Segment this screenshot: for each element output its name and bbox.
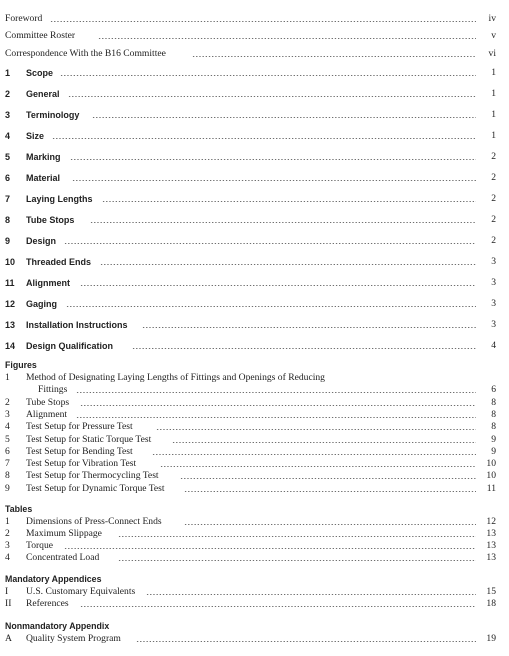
leader-dots — [118, 536, 476, 537]
table-title: Concentrated Load — [26, 552, 100, 563]
appendix-number: A — [5, 633, 12, 644]
leader-dots — [90, 222, 476, 223]
section-number: 14 — [5, 341, 16, 351]
section-title: Laying Lengths — [26, 194, 93, 204]
section-number: 10 — [5, 257, 16, 267]
table-title: Torque — [26, 540, 54, 551]
toc-figure-3[interactable] — [0, 409, 509, 421]
section-page: 4 — [491, 340, 496, 351]
figure-title: Test Setup for Static Torque Test — [26, 434, 152, 445]
appendix-number: I — [5, 586, 9, 597]
section-number: 4 — [5, 131, 11, 141]
mandatory-appendices-heading: Mandatory Appendices — [5, 574, 102, 584]
toc-section-6[interactable] — [0, 172, 509, 184]
toc-section-3[interactable] — [0, 109, 509, 121]
toc-figure-2[interactable] — [0, 397, 509, 409]
leader-dots — [156, 429, 476, 430]
section-page: 2 — [491, 151, 496, 162]
figure-number: 4 — [5, 421, 10, 432]
figure-number: 3 — [5, 409, 10, 420]
leader-dots — [72, 180, 476, 181]
figure-number: 8 — [5, 470, 10, 481]
section-page: 3 — [491, 298, 496, 309]
figure-title: Test Setup for Dynamic Torque Test — [26, 483, 165, 494]
section-number: 12 — [5, 299, 16, 309]
toc-figure-1-continued[interactable] — [0, 384, 509, 396]
toc-section-11[interactable] — [0, 277, 509, 289]
leader-dots — [118, 560, 476, 561]
section-title: Design — [26, 236, 57, 246]
leader-dots — [52, 138, 476, 139]
toc-section-13[interactable] — [0, 319, 509, 331]
section-page: 2 — [491, 193, 496, 204]
tables-heading: Tables — [5, 504, 33, 514]
section-page: 2 — [491, 214, 496, 225]
appendix-page: 18 — [486, 598, 496, 609]
toc-section-10[interactable] — [0, 256, 509, 268]
leader-dots — [70, 159, 476, 160]
section-page: 1 — [491, 88, 496, 99]
figure-page: 9 — [491, 446, 496, 457]
toc-table-1[interactable] — [0, 516, 509, 528]
figure-title-line2: Fittings — [38, 384, 68, 395]
toc-section-14[interactable] — [0, 340, 509, 352]
section-number: 11 — [5, 278, 15, 288]
section-number: 2 — [5, 89, 11, 99]
section-title: Marking — [26, 152, 61, 162]
figure-title: Test Setup for Vibration Test — [26, 458, 137, 469]
table-number: 3 — [5, 540, 10, 551]
section-page: 1 — [491, 130, 496, 141]
toc-entry-foreword[interactable] — [0, 13, 509, 25]
section-number: 7 — [5, 194, 11, 204]
leader-dots — [102, 201, 476, 202]
section-number: 9 — [5, 236, 11, 246]
figure-number: 1 — [5, 372, 10, 383]
appendix-title: Quality System Program — [26, 633, 121, 644]
toc-entry-title: Committee Roster — [5, 30, 76, 41]
section-title: Tube Stops — [26, 215, 75, 225]
leader-dots — [64, 243, 476, 244]
leader-dots — [160, 466, 476, 467]
leader-dots — [64, 548, 476, 549]
figure-number: 7 — [5, 458, 10, 469]
toc-entry-page: iv — [488, 13, 496, 24]
toc-table-3[interactable] — [0, 540, 509, 552]
appendix-title: References — [26, 598, 69, 609]
leader-dots — [172, 442, 476, 443]
toc-figure-7[interactable] — [0, 458, 509, 470]
toc-section-1[interactable] — [0, 67, 509, 79]
leader-dots — [92, 117, 476, 118]
section-title: Alignment — [26, 278, 70, 288]
table-page: 13 — [486, 540, 496, 551]
table-page: 13 — [486, 528, 496, 539]
appendix-page: 15 — [486, 586, 496, 597]
toc-entry-title: Foreword — [5, 13, 43, 24]
table-number: 1 — [5, 516, 10, 527]
toc-table-2[interactable] — [0, 528, 509, 540]
figure-page: 8 — [491, 409, 496, 420]
leader-dots — [180, 478, 476, 479]
section-title: Installation Instructions — [26, 320, 128, 330]
leader-dots — [50, 21, 476, 22]
figure-number: 6 — [5, 446, 10, 457]
toc-section-5[interactable] — [0, 151, 509, 163]
section-title: Material — [26, 173, 61, 183]
section-number: 8 — [5, 215, 11, 225]
toc-appendix-I[interactable] — [0, 586, 509, 598]
figure-number: 5 — [5, 434, 10, 445]
toc-entry-title: Correspondence With the B16 Committee — [5, 48, 166, 59]
section-title: Terminology — [26, 110, 80, 120]
leader-dots — [98, 38, 476, 39]
toc-appendix-II[interactable] — [0, 598, 509, 610]
section-page: 3 — [491, 277, 496, 288]
leader-dots — [184, 524, 476, 525]
leader-dots — [146, 594, 476, 595]
leader-dots — [66, 306, 476, 307]
leader-dots — [80, 606, 476, 607]
table-number: 4 — [5, 552, 10, 563]
nonmandatory-appendix-heading: Nonmandatory Appendix — [5, 621, 110, 631]
table-page: 12 — [486, 516, 496, 527]
figures-heading: Figures — [5, 360, 37, 370]
leader-dots — [68, 96, 476, 97]
toc-entry-page: vi — [488, 48, 496, 59]
leader-dots — [184, 491, 476, 492]
toc-figure-9[interactable] — [0, 483, 509, 495]
figure-page: 6 — [491, 384, 496, 395]
toc-entry-page: v — [491, 30, 496, 41]
toc-entry-committee-roster[interactable] — [0, 30, 509, 42]
appendix-page: 19 — [486, 633, 496, 644]
figure-page: 8 — [491, 421, 496, 432]
figure-number: 2 — [5, 397, 10, 408]
figure-page: 10 — [486, 458, 496, 469]
leader-dots — [80, 405, 476, 406]
leader-dots — [192, 56, 476, 57]
section-number: 1 — [5, 68, 11, 78]
section-page: 2 — [491, 172, 496, 183]
figure-title: Test Setup for Pressure Test — [26, 421, 133, 432]
section-title: Scope — [26, 68, 54, 78]
section-title: Gaging — [26, 299, 57, 309]
leader-dots — [100, 264, 476, 265]
toc-appendix-A[interactable] — [0, 633, 509, 645]
leader-dots — [76, 392, 476, 393]
section-page: 1 — [491, 67, 496, 78]
section-page: 3 — [491, 319, 496, 330]
toc-table-4[interactable] — [0, 552, 509, 564]
table-number: 2 — [5, 528, 10, 539]
section-title: General — [26, 89, 60, 99]
leader-dots — [80, 285, 476, 286]
section-title: Threaded Ends — [26, 257, 92, 267]
toc-figure-6[interactable] — [0, 446, 509, 458]
appendix-title: U.S. Customary Equivalents — [26, 586, 136, 597]
figure-title: Test Setup for Thermocycling Test — [26, 470, 159, 481]
toc-figure-4[interactable] — [0, 421, 509, 433]
section-title: Design Qualification — [26, 341, 114, 351]
figure-title: Tube Stops — [26, 397, 70, 408]
figure-title: Alignment — [26, 409, 68, 420]
toc-section-7[interactable] — [0, 193, 509, 205]
leader-dots — [132, 348, 476, 349]
section-number: 13 — [5, 320, 16, 330]
leader-dots — [76, 417, 476, 418]
toc-section-12[interactable] — [0, 298, 509, 310]
section-number: 5 — [5, 152, 11, 162]
figure-title-line1: Method of Designating Laying Lengths of Fittings and Openings of Reducing — [26, 372, 325, 383]
section-number: 6 — [5, 173, 11, 183]
table-title: Dimensions of Press-Connect Ends — [26, 516, 162, 527]
appendix-number: II — [5, 598, 12, 609]
toc-figure-8[interactable] — [0, 470, 509, 482]
toc-section-8[interactable] — [0, 214, 509, 226]
leader-dots — [136, 641, 476, 642]
figure-page: 11 — [486, 483, 496, 494]
section-page: 3 — [491, 256, 496, 267]
toc-section-2[interactable] — [0, 88, 509, 100]
section-title: Size — [26, 131, 45, 141]
toc-figure-1[interactable] — [0, 372, 509, 384]
toc-entry-correspondence[interactable] — [0, 48, 509, 60]
figure-number: 9 — [5, 483, 10, 494]
leader-dots — [142, 327, 476, 328]
toc-figure-5[interactable] — [0, 434, 509, 446]
figure-page: 10 — [486, 470, 496, 481]
table-page: 13 — [486, 552, 496, 563]
toc-section-4[interactable] — [0, 130, 509, 142]
table-title: Maximum Slippage — [26, 528, 102, 539]
section-page: 2 — [491, 235, 496, 246]
leader-dots — [60, 75, 476, 76]
section-page: 1 — [491, 109, 496, 120]
figure-page: 8 — [491, 397, 496, 408]
figure-page: 9 — [491, 434, 496, 445]
toc-section-9[interactable] — [0, 235, 509, 247]
figure-title: Test Setup for Bending Test — [26, 446, 133, 457]
section-number: 3 — [5, 110, 11, 120]
leader-dots — [152, 454, 476, 455]
